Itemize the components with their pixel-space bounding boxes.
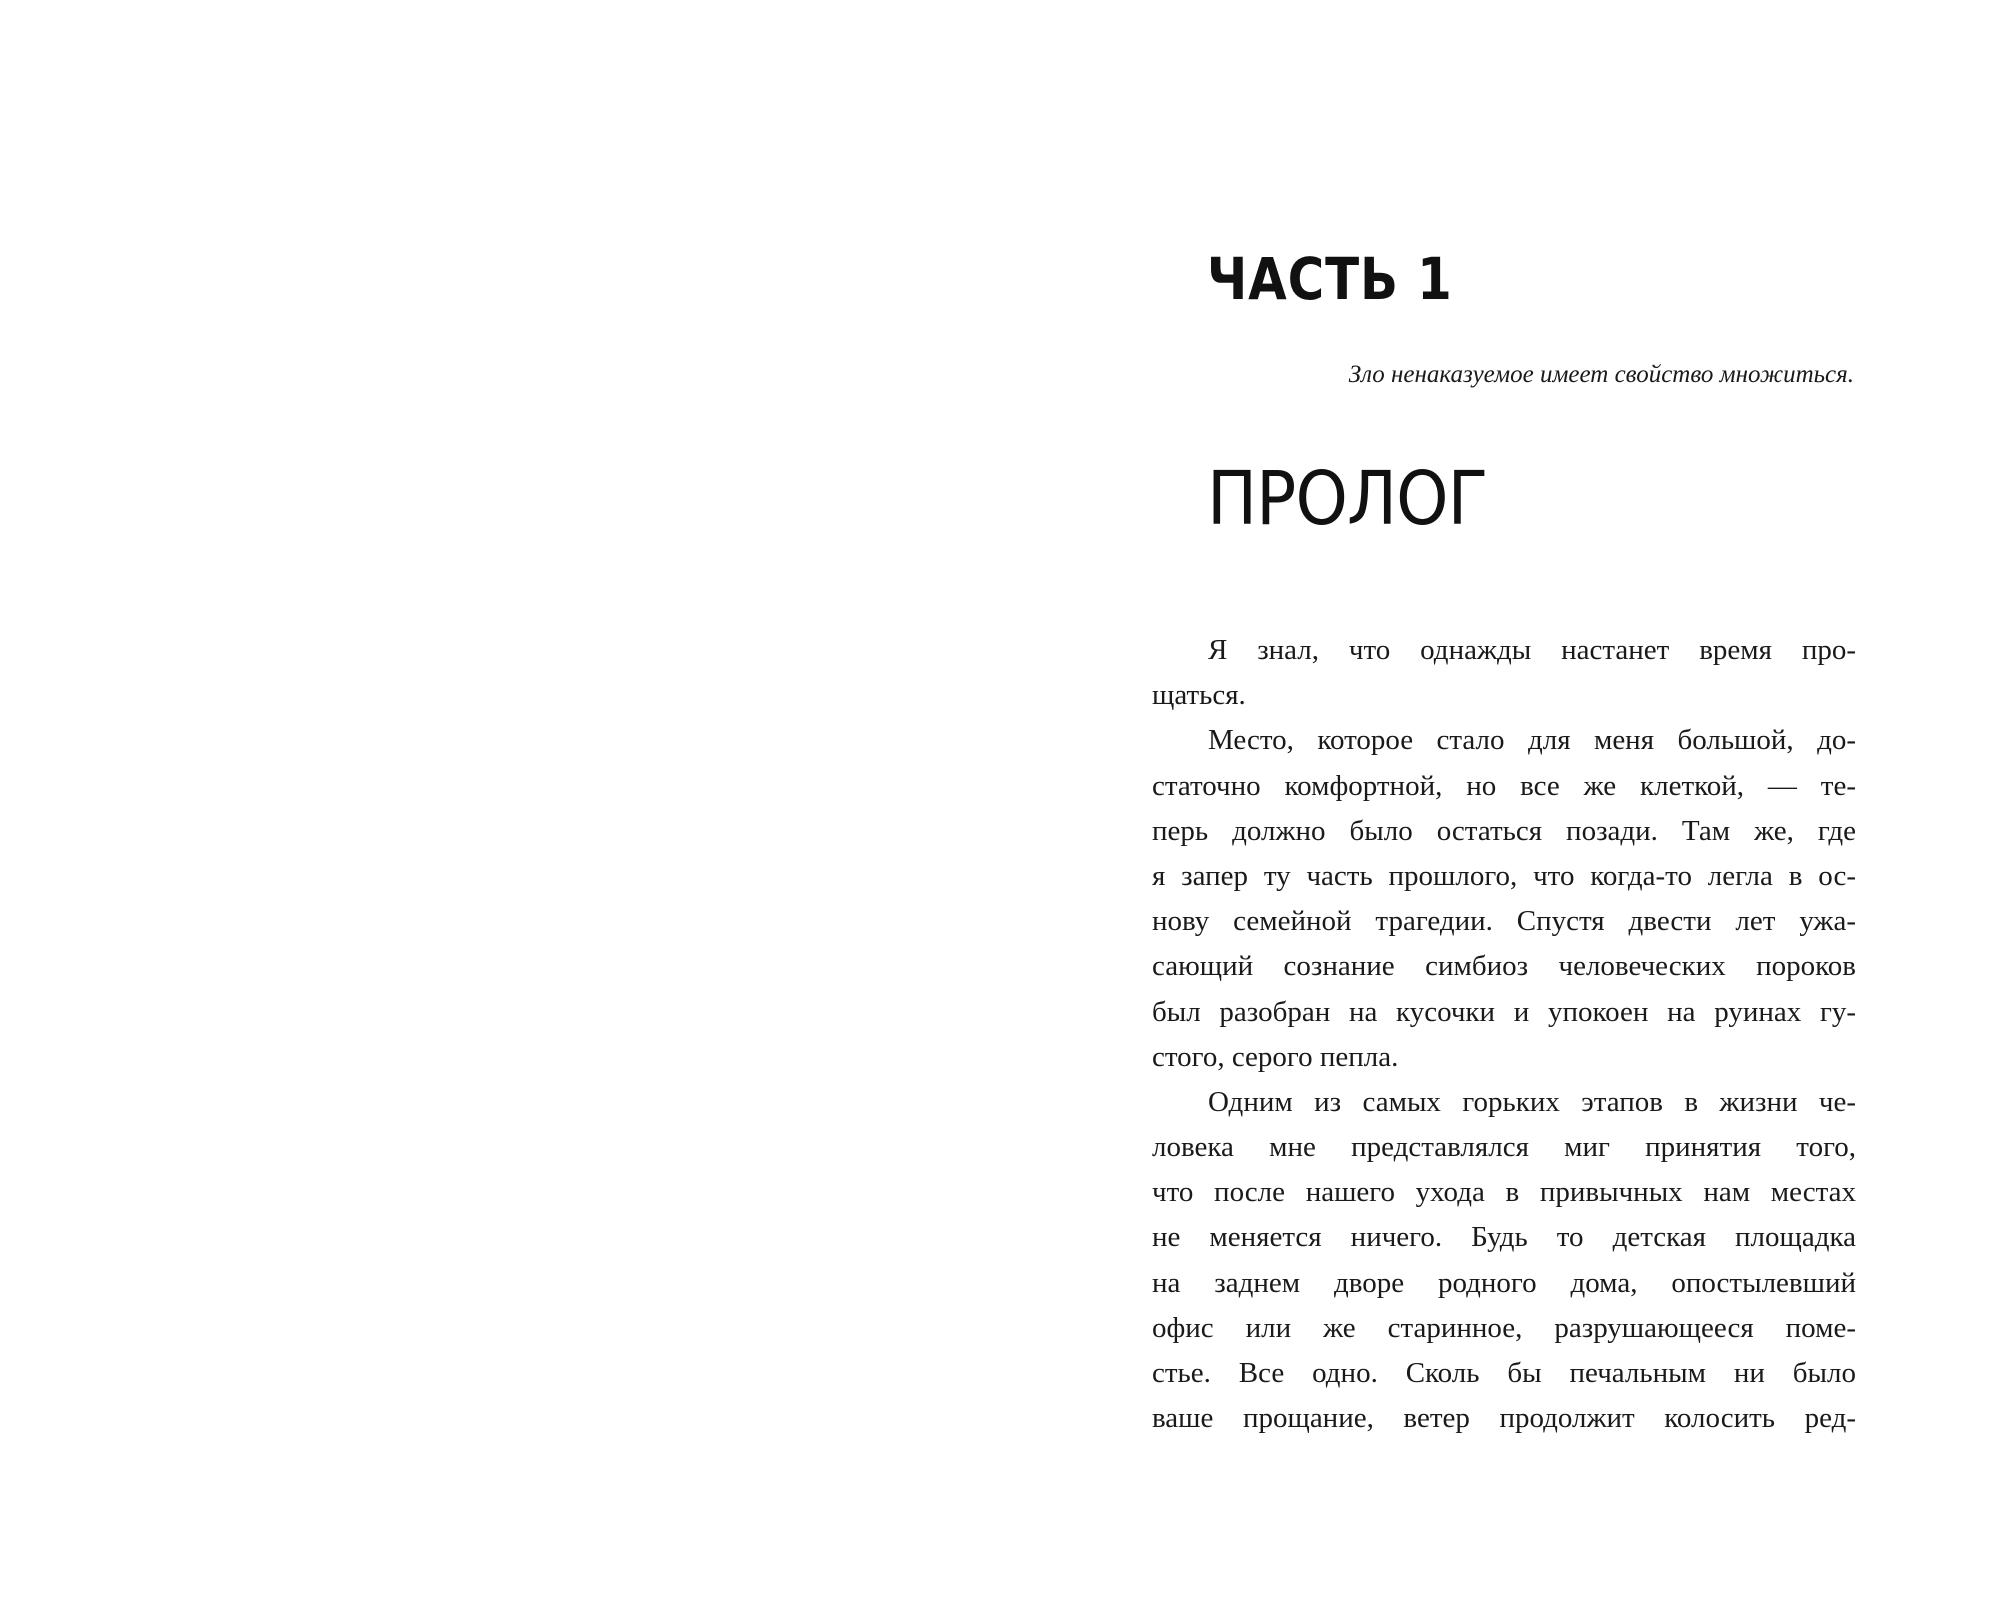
text-line: нову семейной трагедии. Спустя двести лет ужа-: [1152, 905, 1856, 938]
text-line: перь должно было остаться позади. Там же, где: [1152, 814, 1856, 847]
epigraph: Зло ненаказуемое имеет свойство множиться.: [1348, 361, 1854, 388]
text-line: Я знал, что однажды настанет время про-: [1208, 634, 1856, 666]
text-line: стого, серого пепла.: [1152, 1040, 1399, 1073]
part-title: ЧАСТЬ 1: [1207, 245, 1453, 313]
text-line: я запер ту часть прошлого, что когда-то легла в ос-: [1152, 859, 1856, 892]
text-line: что после нашего ухода в привычных нам местах: [1152, 1176, 1856, 1209]
text-line: офис или же старинное, разрушающееся поме-: [1152, 1311, 1856, 1344]
text-line: Место, которое стало для меня большой, до-: [1208, 724, 1856, 757]
body-text: [1152, 628, 1856, 1441]
right-page: [1000, 0, 2000, 1600]
text-line: сающий сознание симбиоз человеческих пороков: [1152, 950, 1856, 983]
text-line: ваше прощание, ветер продолжит колосить ред-: [1152, 1402, 1856, 1435]
text-line: не меняется ничего. Будь то детская площадка: [1152, 1221, 1856, 1254]
text-line: был разобран на кусочки и упокоен на руинах гу-: [1152, 995, 1856, 1028]
text-line: ловека мне представлялся миг принятия того,: [1152, 1131, 1856, 1164]
text-line: щаться.: [1152, 679, 1246, 712]
text-line: на заднем дворе родного дома, опостылевший: [1152, 1266, 1856, 1299]
text-line: статочно комфортной, но все же клеткой, — те-: [1152, 769, 1856, 802]
chapter-title: ПРОЛОГ: [1207, 456, 1488, 542]
text-line: стье. Все одно. Сколь бы печальным ни было: [1152, 1357, 1856, 1389]
text-line: Одним из самых горьких этапов в жизни че-: [1208, 1085, 1856, 1118]
